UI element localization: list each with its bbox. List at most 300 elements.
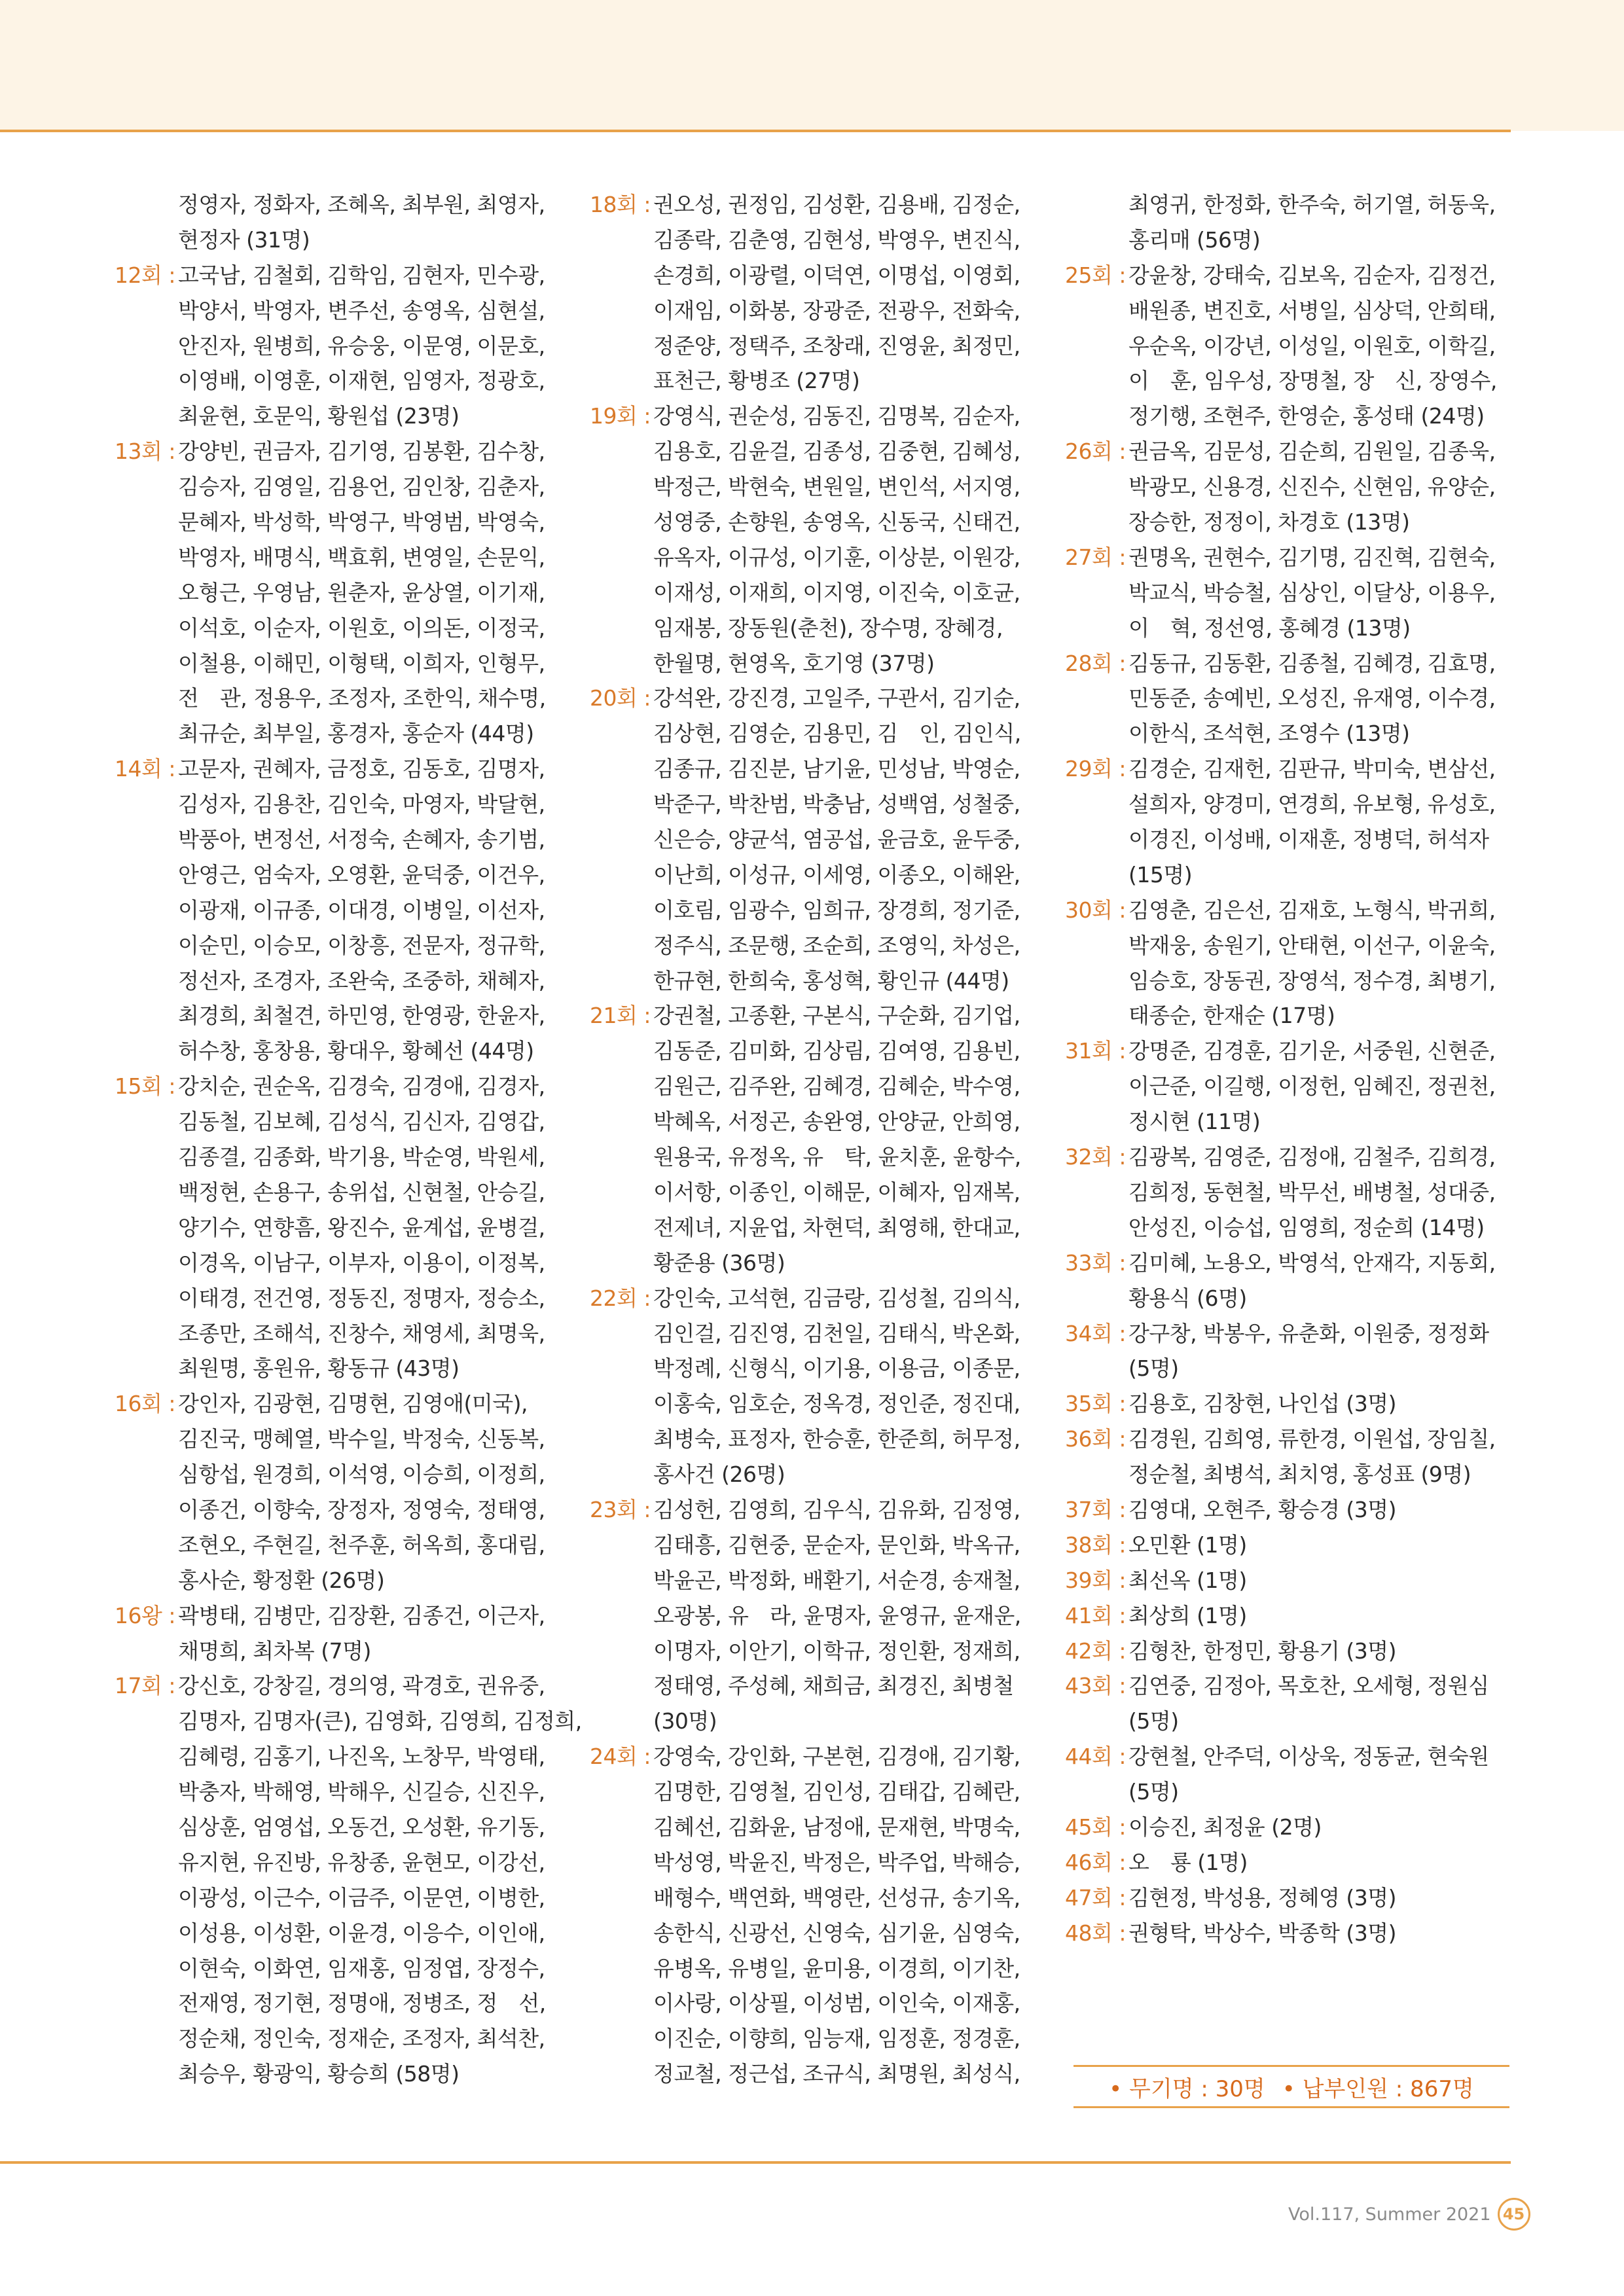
donor-list-line [585,1210,1043,1246]
donor-list-line [585,2021,1043,2056]
class-label [1060,187,1126,223]
donor-list-line [110,1528,568,1563]
class-label [110,1351,175,1386]
donor-names: 강인숙, 고석현, 김금랑, 김성철, 김의식, [653,1285,1020,1311]
donor-names: 이진순, 이향희, 임능재, 임정훈, 정경훈, [653,2026,1020,2052]
page-footer [1288,2198,1530,2231]
donor-list-line [585,998,1043,1033]
donor-names: 박재웅, 송원기, 안태현, 이선구, 이윤숙, [1128,932,1496,958]
donor-names: 유옥자, 이규성, 이기훈, 이상분, 이원강, [653,544,1020,570]
donor-list-line [1060,363,1519,399]
donor-names: 김진국, 맹혜열, 박수일, 박정숙, 신동복, [178,1426,545,1452]
class-label [585,1810,651,1845]
donor-list-line [1060,1139,1519,1175]
class-label [110,681,175,716]
class-label: 33회 : [1065,1249,1126,1276]
donor-names: (15명) [1128,861,1193,888]
donor-list-line [1060,1281,1519,1316]
donor-names: 정주식, 조문행, 조순희, 조영익, 차성은, [653,932,1020,958]
class-label [110,1916,175,1951]
class-label [110,1033,175,1069]
total-payers-count: • 납부인원 : 867명 [1282,2075,1474,2102]
issue-label: Vol.117, Summer 2021 [1288,2204,1491,2225]
donor-names: 홍리매 (56명) [1128,226,1261,253]
donor-list-line [110,223,568,258]
donor-names: 전제녀, 지윤업, 차현덕, 최영해, 한대교, [653,1214,1020,1240]
donor-names: 이석호, 이순자, 이원호, 이의돈, 이정국, [178,615,545,641]
donor-list-line [585,1916,1043,1951]
donor-names: 김연중, 김정아, 목호찬, 오세형, 정원심 [1128,1673,1489,1699]
donor-list-line [585,1175,1043,1210]
donor-names: 한월명, 현영옥, 호기영 (37명) [653,650,935,676]
donor-list-line [110,258,568,293]
donor-list-line [110,2021,568,2056]
class-label [110,1563,175,1598]
class-label [585,611,651,646]
class-label: 22회 : [590,1285,651,1311]
donor-names: 정시현 (11명) [1128,1109,1261,1135]
class-label [110,1281,175,1316]
donor-names: 고문자, 권혜자, 금정호, 김동호, 김명자, [178,756,545,782]
donor-list-line [110,187,568,223]
class-label [1060,1281,1126,1316]
class-label [585,469,651,505]
donor-list-line [585,223,1043,258]
class-label: 25회 : [1065,262,1126,288]
donor-list-line [1060,329,1519,364]
donor-list-line [1060,893,1519,928]
donor-list-line [585,1668,1043,1704]
class-label [585,575,651,611]
class-label [110,1880,175,1916]
donor-names: 이 혁, 정선영, 홍혜경 (13명) [1128,615,1411,641]
donor-list-line [585,1386,1043,1422]
class-label [585,716,651,751]
donor-names: 이성용, 이성환, 이윤경, 이응수, 이인애, [178,1920,545,1946]
donor-names: 정순철, 최병석, 최치영, 홍성표 (9명) [1128,1462,1471,1488]
donor-list-line [585,1422,1043,1457]
donor-names: 오 룡 (1명) [1128,1849,1248,1875]
donor-list-line [110,1668,568,1704]
donor-list-line [585,1951,1043,1986]
donor-list-line [110,1774,568,1810]
class-label [110,1175,175,1210]
donor-names: 우순옥, 이강년, 이성일, 이원호, 이학길, [1128,332,1496,359]
donor-names: 김성자, 김용찬, 김인숙, 마영자, 박달현, [178,791,545,817]
class-label [585,293,651,329]
class-label [585,540,651,575]
class-label [585,1457,651,1492]
class-label [1060,681,1126,716]
donor-names: 최경희, 최철견, 하민영, 한영광, 한윤자, [178,1003,545,1029]
class-label: 38회 : [1065,1532,1126,1558]
donor-names: 정준양, 정택주, 조창래, 진영윤, 최정민, [653,332,1020,359]
donor-list-line [1060,1668,1519,1704]
donor-names: 오광봉, 유 라, 윤명자, 윤영규, 윤재운, [653,1602,1021,1628]
class-label: 31회 : [1065,1038,1126,1064]
donor-list-line [110,857,568,893]
donor-names: 김희정, 동현철, 박무선, 배병철, 성대중, [1128,1179,1496,1205]
donor-names: 설희자, 양경미, 연경희, 유보형, 유성호, [1128,791,1496,817]
class-label: 14회 : [115,756,175,782]
donor-list-line [1060,1386,1519,1422]
class-label [585,822,651,857]
donor-names: 이경옥, 이남구, 이부자, 이용이, 이정복, [178,1249,545,1276]
donor-names: 김용호, 김창현, 나인섭 (3명) [1128,1391,1396,1417]
donor-names: 이종건, 이향숙, 장정자, 정영숙, 정태영, [178,1496,545,1522]
donor-names: 김상현, 김영순, 김용민, 김 인, 김인식, [653,721,1021,747]
donor-names: 이순민, 이승모, 이창흥, 전문자, 정규학, [178,932,545,958]
donor-list-line [1060,1351,1519,1386]
class-label [1060,1704,1126,1739]
class-label: 43회 : [1065,1673,1126,1699]
class-label [110,1774,175,1810]
donor-list-line [1060,434,1519,469]
donor-list-line [110,1951,568,1986]
donor-list-line [110,716,568,751]
class-label [585,258,651,293]
class-label [585,963,651,999]
class-label [585,1598,651,1634]
donor-names: 김동철, 김보혜, 김성식, 김신자, 김영갑, [178,1109,545,1135]
donor-list-line [110,787,568,822]
donor-list-line [110,1069,568,1104]
class-label [1060,399,1126,434]
donor-names: 정교철, 정근섭, 조규식, 최명원, 최성식, [653,2061,1020,2087]
donor-names: 이재임, 이화봉, 장광준, 전광우, 전화숙, [653,297,1020,323]
donor-names: 이난희, 이성규, 이세영, 이종오, 이해완, [653,861,1020,888]
donor-list-line [585,611,1043,646]
donor-list-line [1060,646,1519,681]
donor-list-line [110,1563,568,1598]
donor-list-line [1060,399,1519,434]
donor-names: 박정근, 박현숙, 변원일, 변인석, 서지영, [653,474,1020,500]
class-label: 15회 : [115,1073,175,1100]
donor-names: 안성진, 이승섭, 임영희, 정순희 (14명) [1128,1214,1485,1240]
class-label [110,716,175,751]
class-label [585,1634,651,1669]
donor-names: 채명희, 최차복 (7명) [178,1638,371,1664]
donor-list-line [1060,293,1519,329]
anonymous-count: • 무기명 : 30명 [1109,2075,1265,2102]
donor-list-line [1060,857,1519,893]
donor-list-line [110,293,568,329]
class-label [585,1386,651,1422]
donor-names: 임재봉, 장동원(춘천), 장수명, 장혜경, [653,615,1003,641]
class-label [1060,1104,1126,1139]
donor-names: 홍사순, 황정환 (26명) [178,1567,385,1593]
donor-list-line [1060,787,1519,822]
donor-names: 정기행, 조현주, 한영순, 홍성태 (24명) [1128,403,1485,429]
donor-names: 백정현, 손용구, 송위섭, 신현철, 안승길, [178,1179,545,1205]
class-label [110,787,175,822]
donor-names: 김영대, 오현주, 황승경 (3명) [1128,1496,1396,1522]
donor-names: 조현오, 주현길, 천주훈, 허옥희, 홍대림, [178,1532,545,1558]
donor-names: 이재성, 이재희, 이지영, 이진숙, 이호균, [653,579,1020,605]
donor-list-line [585,1457,1043,1492]
class-label [585,1246,651,1281]
donor-names: 이 훈, 임우성, 장명철, 장 신, 장영수, [1128,368,1497,394]
donor-list-line [1060,469,1519,505]
header-band [0,0,1624,131]
donor-names: (5명) [1128,1779,1179,1805]
donor-list-line [585,787,1043,822]
donor-list-line [585,1246,1043,1281]
class-label [110,928,175,963]
donor-list-line [110,1634,568,1669]
donor-names: 최원명, 홍원유, 황동규 (43명) [178,1355,460,1382]
donor-list-line [110,1457,568,1492]
donor-list-line [585,505,1043,540]
class-label [110,2021,175,2056]
donor-names: 박풍아, 변정선, 서정숙, 손혜자, 송기범, [178,827,545,853]
class-label [585,751,651,787]
donor-list-line [585,1033,1043,1069]
donor-names: 허수창, 홍창용, 황대우, 황혜선 (44명) [178,1038,534,1064]
donor-list-line [110,2056,568,2092]
donor-names: 민동준, 송예빈, 오성진, 유재영, 이수경, [1128,685,1496,711]
donor-names: 이철용, 이해민, 이형택, 이희자, 인형무, [178,650,545,676]
class-label: 44회 : [1065,1744,1126,1770]
donor-names: 박준구, 박찬범, 박충남, 성백염, 성철중, [653,791,1020,817]
class-label [585,363,651,399]
donor-list-line [1060,575,1519,611]
donor-list-line [1060,1457,1519,1492]
class-label [1060,1210,1126,1246]
donor-list-line [110,1880,568,1916]
class-label [110,646,175,681]
class-label [110,1951,175,1986]
donor-names: 김명한, 김영철, 김인성, 김태갑, 김혜란, [653,1779,1020,1805]
donor-names: 홍사건 (26명) [653,1462,785,1488]
donor-list-line [110,1986,568,2021]
donor-list-line [585,716,1043,751]
donor-list-line [1060,1210,1519,1246]
donor-names: 박영자, 배명식, 백효휘, 변영일, 손문익, [178,544,545,570]
donor-list-line [1060,998,1519,1033]
donor-names: 원용국, 유정옥, 유 탁, 윤치훈, 윤항수, [653,1144,1021,1170]
donor-names: 이현숙, 이화연, 임재홍, 임정엽, 장정수, [178,1955,545,1981]
class-label [110,223,175,258]
donor-names: 박교식, 박승철, 심상인, 이달상, 이용우, [1128,579,1496,605]
donor-list-line [585,1492,1043,1528]
donor-names: 강신호, 강창길, 경의영, 곽경호, 권유중, [178,1673,545,1699]
donor-list-line [110,1210,568,1246]
donor-list-line [1060,963,1519,999]
donor-names: 김혜령, 김홍기, 나진옥, 노창무, 박영태, [178,1744,545,1770]
donor-list-line [1060,1528,1519,1563]
donor-list-line [1060,223,1519,258]
donor-list-line [585,434,1043,469]
class-label [585,1422,651,1457]
class-label [110,540,175,575]
class-label [110,469,175,505]
donor-list-line [110,505,568,540]
donor-list-line [585,1739,1043,1774]
top-rule [0,130,1511,132]
donor-names: 이태경, 전건영, 정동진, 정명자, 정승소, [178,1285,545,1311]
class-label [1060,787,1126,822]
class-label: 30회 : [1065,897,1126,923]
class-label [585,1139,651,1175]
donor-names: 오민환 (1명) [1128,1532,1247,1558]
class-label [585,2021,651,2056]
donor-names: 황준용 (36명) [653,1249,785,1276]
class-label: 17회 : [115,1673,175,1699]
class-label [110,293,175,329]
class-label [1060,998,1126,1033]
donor-list-line [1060,611,1519,646]
donor-list-line [1060,258,1519,293]
class-label [1060,928,1126,963]
donor-names: 박광모, 신용경, 신진수, 신현임, 유양순, [1128,474,1496,500]
donor-list-line [110,329,568,364]
class-label [110,1739,175,1774]
class-label: 13회 : [115,439,175,465]
class-label [1060,1175,1126,1210]
class-label: 46회 : [1065,1849,1126,1875]
donor-list-line [110,1246,568,1281]
donor-list-line [1060,822,1519,857]
class-label [110,998,175,1033]
donor-names: 이경진, 이성배, 이재훈, 정병덕, 허석자 [1128,827,1489,853]
donor-list-line [110,928,568,963]
donor-names: 강양빈, 권금자, 김기영, 김봉환, 김수창, [178,439,545,465]
class-label [585,1175,651,1210]
donor-names: 강치순, 권순옥, 김경숙, 김경애, 김경자, [178,1073,545,1100]
donor-list-line [585,1104,1043,1139]
donor-names: 표천근, 황병조 (27명) [653,368,860,394]
class-label: 16회 : [115,1391,175,1417]
donor-list-line [1060,1739,1519,1774]
class-label: 16왕 : [115,1602,175,1628]
donor-names: 김승자, 김영일, 김용언, 김인창, 김춘자, [178,474,545,500]
donor-list-line [585,1845,1043,1880]
donor-list-line [110,363,568,399]
donor-names: 유지현, 유진방, 유창종, 윤현모, 이강선, [178,1849,545,1875]
column-3 [1060,187,1519,1951]
donor-list-line [110,893,568,928]
donor-names: 전 관, 정용우, 조정자, 조한익, 채수명, [178,685,546,711]
class-label [585,223,651,258]
donor-names: 김미혜, 노용오, 박영석, 안재각, 지동회, [1128,1249,1496,1276]
donor-names: 김원근, 김주완, 김혜경, 김혜순, 박수영, [653,1073,1020,1100]
donor-names: 배형수, 백연화, 백영란, 선성규, 송기옥, [653,1884,1020,1910]
donor-names: 이한식, 조석현, 조영수 (13명) [1128,721,1410,747]
donor-names: 박충자, 박해영, 박해우, 신길승, 신진우, [178,1779,545,1805]
donor-names: 성영중, 손향원, 송영옥, 신동국, 신태건, [653,509,1020,535]
donor-list-line [110,1704,582,1739]
class-label [585,1104,651,1139]
donor-list-line [1060,1104,1519,1139]
class-label [1060,363,1126,399]
class-label [1060,505,1126,540]
donor-list-line [585,822,1043,857]
class-label: 29회 : [1065,756,1126,782]
class-label [585,928,651,963]
donor-list-line [1060,187,1519,223]
class-label: 45회 : [1065,1814,1126,1840]
donor-list-line [110,469,568,505]
class-label: 42회 : [1065,1638,1126,1664]
donor-names: 박정례, 신형식, 이기용, 이용금, 이종문, [653,1355,1020,1382]
donor-list-line [585,1880,1043,1916]
donor-list-line [110,1104,568,1139]
donor-list-line [585,540,1043,575]
class-label: 26회 : [1065,439,1126,465]
class-label [110,1704,175,1739]
donor-names: 박성영, 박윤진, 박정은, 박주업, 박해승, [653,1849,1020,1875]
donor-list-line [1060,1916,1519,1951]
class-label [585,1033,651,1069]
class-label: 35회 : [1065,1391,1126,1417]
donor-names: 이광성, 이근수, 이금주, 이문연, 이병한, [178,1884,545,1910]
donor-list-line [110,1281,568,1316]
donor-names: 최규순, 최부일, 홍경자, 홍순자 (44명) [178,721,534,747]
class-label [110,575,175,611]
donor-names: 배원종, 변진호, 서병일, 심상덕, 안희태, [1128,297,1496,323]
donor-names: 최상희 (1명) [1128,1602,1247,1628]
class-label [1060,857,1126,893]
donor-names: 손경희, 이광렬, 이덕연, 이명섭, 이영회, [653,262,1020,288]
donor-names: 이승진, 최정윤 (2명) [1128,1814,1322,1840]
donor-list-line [110,681,568,716]
page-number: 45 [1498,2198,1530,2231]
donor-list-line [585,1528,1043,1563]
donor-names: 안영근, 엄숙자, 오영환, 윤덕중, 이건우, [178,861,545,888]
donor-list-line [1060,1492,1519,1528]
donor-names: 정순채, 정인숙, 정재순, 조정자, 최석찬, [178,2026,545,2052]
class-label [110,1986,175,2021]
donor-names: 김명자, 김명자(큰), 김영화, 김영희, 김정희, [178,1708,582,1734]
donor-names: 김종규, 김진분, 남기윤, 민성남, 박영순, [653,756,1020,782]
donor-names: 양기수, 연향흠, 왕진수, 윤계섭, 윤병걸, [178,1214,545,1240]
donor-list-line [585,2056,1043,2092]
donor-names: 현정자 (31명) [178,226,310,253]
donor-list-line [110,1033,568,1069]
donor-list-line [1060,1422,1519,1457]
class-label [110,1528,175,1563]
class-label: 23회 : [590,1496,651,1522]
donor-list-line [110,611,568,646]
class-label [1060,223,1126,258]
class-label: 48회 : [1065,1920,1126,1946]
donor-names: 최승우, 황광익, 황승희 (58명) [178,2061,460,2087]
donor-names: 김동규, 김동환, 김종철, 김혜경, 김효명, [1128,650,1496,676]
donor-list-line [1060,1069,1519,1104]
class-label [585,1951,651,1986]
donor-list-line [585,1810,1043,1845]
donor-names: 최영귀, 한정화, 한주숙, 허기열, 허동욱, [1128,192,1496,217]
donor-names: 이광재, 이규종, 이대경, 이병일, 이선자, [178,897,545,923]
donor-list-line [585,1634,1043,1669]
donor-names: 장승한, 정정이, 차경호 (13명) [1128,509,1410,535]
donor-names: 강권철, 고종환, 구본식, 구순화, 김기업, [653,1003,1020,1029]
donor-list-line [585,646,1043,681]
class-label [585,787,651,822]
class-label [585,1986,651,2021]
donor-names: 박윤곤, 박정화, 배환기, 서순경, 송재철, [653,1567,1020,1593]
donor-names: 정선자, 조경자, 조완숙, 조중하, 채혜자, [178,967,545,994]
class-label [585,1316,651,1352]
donor-names: 이홍숙, 임호순, 정옥경, 정인준, 정진대, [653,1391,1020,1417]
donor-names: 정영자, 정화자, 조혜옥, 최부원, 최영자, [178,192,545,217]
donor-list-line [585,575,1043,611]
class-label: 37회 : [1065,1496,1126,1522]
donor-names: 김광복, 김영준, 김정애, 김철주, 김희경, [1128,1144,1496,1170]
class-label [1060,1351,1126,1386]
class-label: 36회 : [1065,1426,1126,1452]
